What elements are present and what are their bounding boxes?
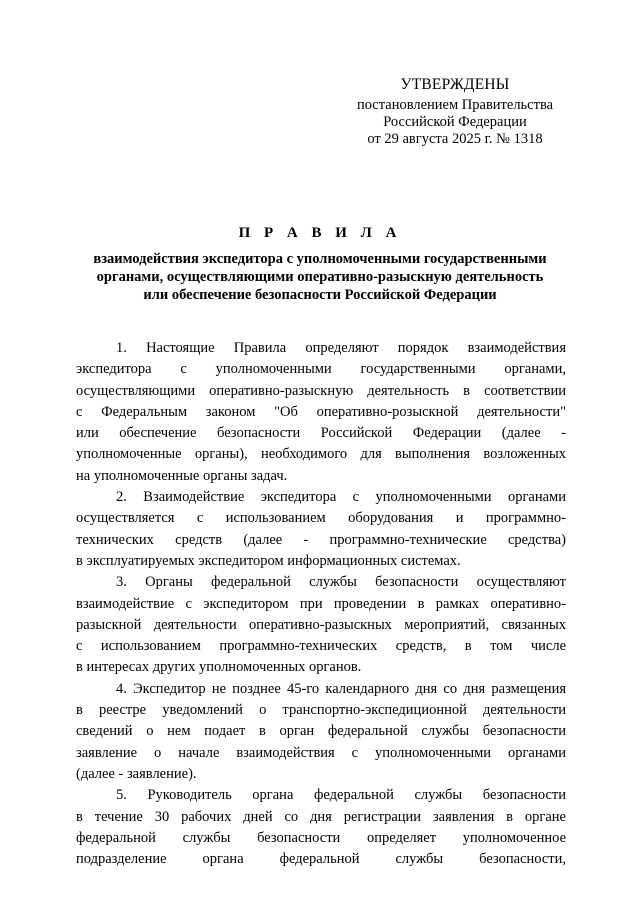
paragraph-line: 2. Взаимодействие экспедитора с уполномоченными органами — [116, 489, 566, 506]
paragraph-line: 3. Органы федеральной службы безопасности осуществляют — [116, 574, 566, 591]
paragraph-line: уполномоченные органы), необходимого для выполнения возложенных — [76, 446, 566, 463]
paragraph-line: в интересах других уполномоченных органов. — [76, 659, 362, 676]
paragraph-line: или обеспечение безопасности Российской Федерации (далее - — [76, 425, 566, 442]
paragraph-line: экспедитора с уполномоченными государственными органами, — [76, 361, 566, 378]
approval-stamp — [330, 76, 580, 148]
paragraph-line: 4. Экспедитор не позднее 45-го календарного дня со дня размещения — [116, 680, 566, 697]
subtitle-line-2: органами, осуществляющими оперативно-разыскную деятельность — [96, 269, 544, 285]
subtitle-line-1: взаимодействия экспедитора с уполномоченными государственными — [93, 251, 547, 267]
paragraph-line: технических средств (далее - программно-технические средства) — [76, 531, 566, 548]
paragraph-line: осуществляется с использованием оборудования и программно- — [76, 510, 566, 527]
subtitle-line-3: или обеспечение безопасности Российской Федерации — [143, 287, 497, 303]
paragraph-line: в эксплуатируемых экспедитором информационных системах. — [76, 552, 461, 569]
paragraph-line: с использованием программно-технических средств, в том числе — [76, 638, 566, 655]
approval-line-2: Российской Федерации — [383, 114, 527, 130]
paragraph-line: подразделение органа федеральной службы безопасности, — [76, 851, 566, 868]
paragraph-line: сведений о нем подает в орган федеральной службы безопасности — [76, 723, 566, 740]
document-body — [76, 338, 566, 870]
approval-title: УТВЕРЖДЕНЫ — [400, 76, 510, 93]
paragraph-line: 5. Руководитель органа федеральной службы безопасности — [116, 787, 566, 804]
paragraph-line: в течение 30 рабочих дней со дня регистрации заявления в органе — [76, 808, 566, 825]
paragraph-line: с Федеральным законом "Об оперативно-розыскной деятельности" — [76, 403, 566, 420]
document-subtitle — [70, 250, 570, 304]
document-title: П Р А В И Л А — [238, 225, 402, 241]
paragraph-line: взаимодействие с экспедитором при проведении в рамках оперативно- — [76, 595, 566, 612]
approval-line-3: от 29 августа 2025 г. № 1318 — [367, 131, 543, 147]
paragraph-line: (далее - заявление). — [76, 765, 197, 782]
paragraph-line: разыскной деятельности оперативно-разыскных мероприятий, связанных — [76, 616, 566, 633]
paragraph-line: в реестре уведомлений о транспортно-экспедиционной деятельности — [76, 702, 566, 719]
paragraph-line: федеральной службы безопасности определяет уполномоченное — [76, 829, 566, 846]
approval-line-1: постановлением Правительства — [356, 97, 554, 113]
paragraph-line: 1. Настоящие Правила определяют порядок взаимодействия — [116, 340, 566, 356]
paragraph-line: заявление о начале взаимодействия с уполномоченными органами — [76, 744, 566, 761]
paragraph-line: на уполномоченные органы задач. — [76, 467, 288, 484]
paragraph-line: осуществляющими оперативно-разыскную деятельность в соответствии — [76, 382, 566, 399]
